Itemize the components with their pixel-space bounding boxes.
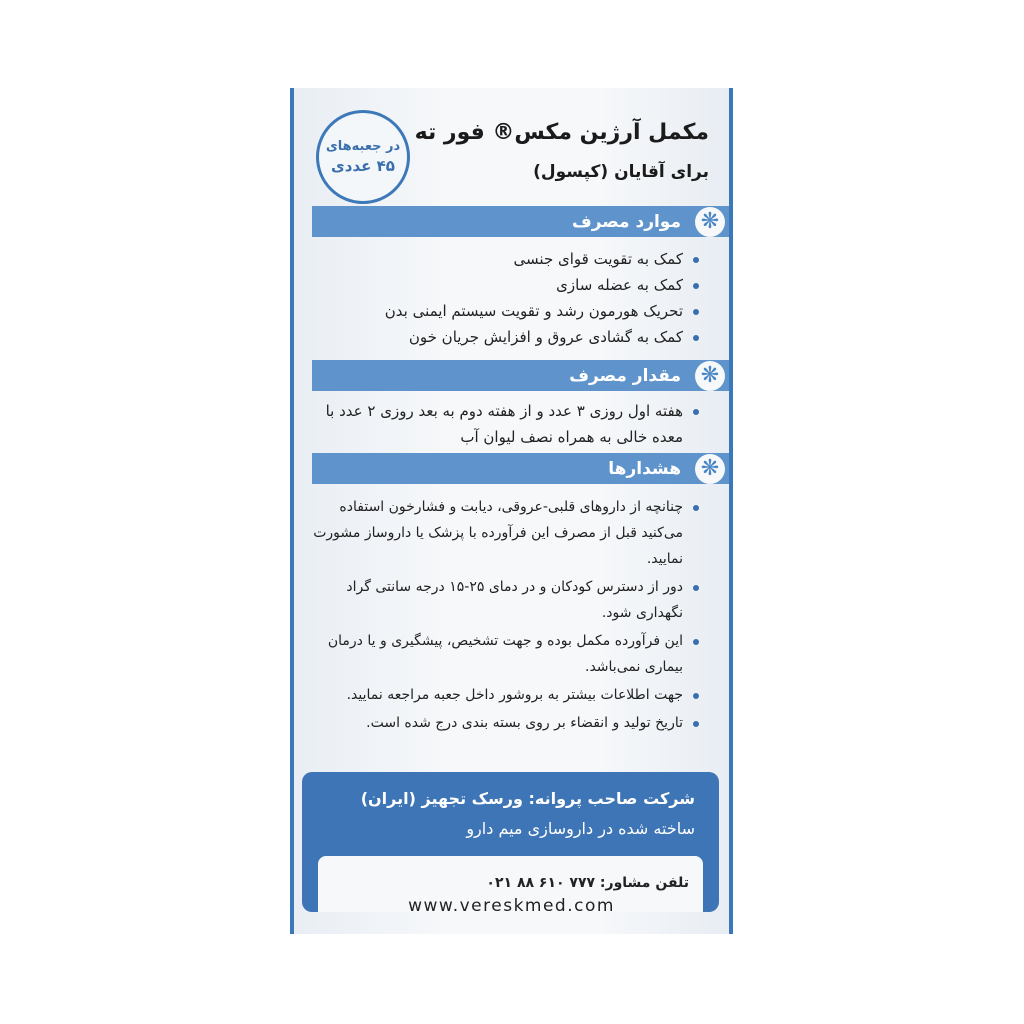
package-count-badge bbox=[316, 110, 410, 204]
advisor-phone: تلفن مشاور: ۷۷۷ ۶۱۰ ۸۸ ۰۲۱ bbox=[486, 875, 689, 891]
uses-heading: موارد مصرف bbox=[571, 211, 681, 232]
product-subtitle: برای آقایان (کپسول) bbox=[533, 162, 709, 182]
badge-line1: در جعبه‌های bbox=[325, 139, 401, 154]
list-item: کمک به گشادی عروق و افزایش جریان خون bbox=[308, 324, 699, 350]
list-item: هفته اول روزی ۳ عدد و از هفته دوم به بعد روزی ۲ عدد با معده خالی به همراه نصف لیوان آب bbox=[308, 398, 699, 450]
list-item: چنانچه از داروهای قلبی-عروقی، دیابت و فشارخون استفاده می‌کنید قبل از مصرف این فرآورده با پزشک یا داروساز مشورت نمایید. bbox=[308, 494, 699, 572]
dosage-heading-band bbox=[312, 360, 729, 391]
flower-icon: ❋ bbox=[695, 207, 725, 237]
warnings-list bbox=[308, 494, 699, 738]
manufacturer-line: ساخته شده در داروسازی میم دارو bbox=[466, 819, 695, 838]
dosage-heading: مقدار مصرف bbox=[569, 365, 681, 386]
warnings-heading-band bbox=[312, 453, 729, 484]
flower-icon: ❋ bbox=[695, 361, 725, 391]
company-name: شرکت صاحب پروانه: ورسک تجهیز (ایران) bbox=[360, 789, 695, 808]
uses-heading-band bbox=[312, 206, 729, 237]
flower-icon: ❋ bbox=[695, 454, 725, 484]
list-item: کمک به تقویت قوای جنسی bbox=[308, 246, 699, 272]
list-item: تحریک هورمون رشد و تقویت سیستم ایمنی بدن bbox=[308, 298, 699, 324]
list-item: کمک به عضله سازی bbox=[308, 272, 699, 298]
product-label-card bbox=[290, 88, 733, 934]
dosage-list bbox=[308, 398, 699, 450]
list-item: دور از دسترس کودکان و در دمای ۲۵-۱۵ درجه سانتی گراد نگهداری شود. bbox=[308, 574, 699, 626]
list-item: جهت اطلاعات بیشتر به بروشور داخل جعبه مراجعه نمایید. bbox=[308, 682, 699, 708]
website-url: www.vereskmed.com bbox=[408, 896, 615, 916]
uses-list bbox=[308, 246, 699, 350]
product-title: مکمل آرژین مکس® فور ته bbox=[414, 120, 709, 145]
badge-line2: ۴۵ عددی bbox=[331, 157, 395, 175]
warnings-heading: هشدارها bbox=[608, 458, 681, 479]
list-item: تاریخ تولید و انقضاء بر روی بسته بندی درج شده است. bbox=[308, 710, 699, 736]
list-item: این فرآورده مکمل بوده و جهت تشخیص، پیشگیری و یا درمان بیماری نمی‌باشد. bbox=[308, 628, 699, 680]
